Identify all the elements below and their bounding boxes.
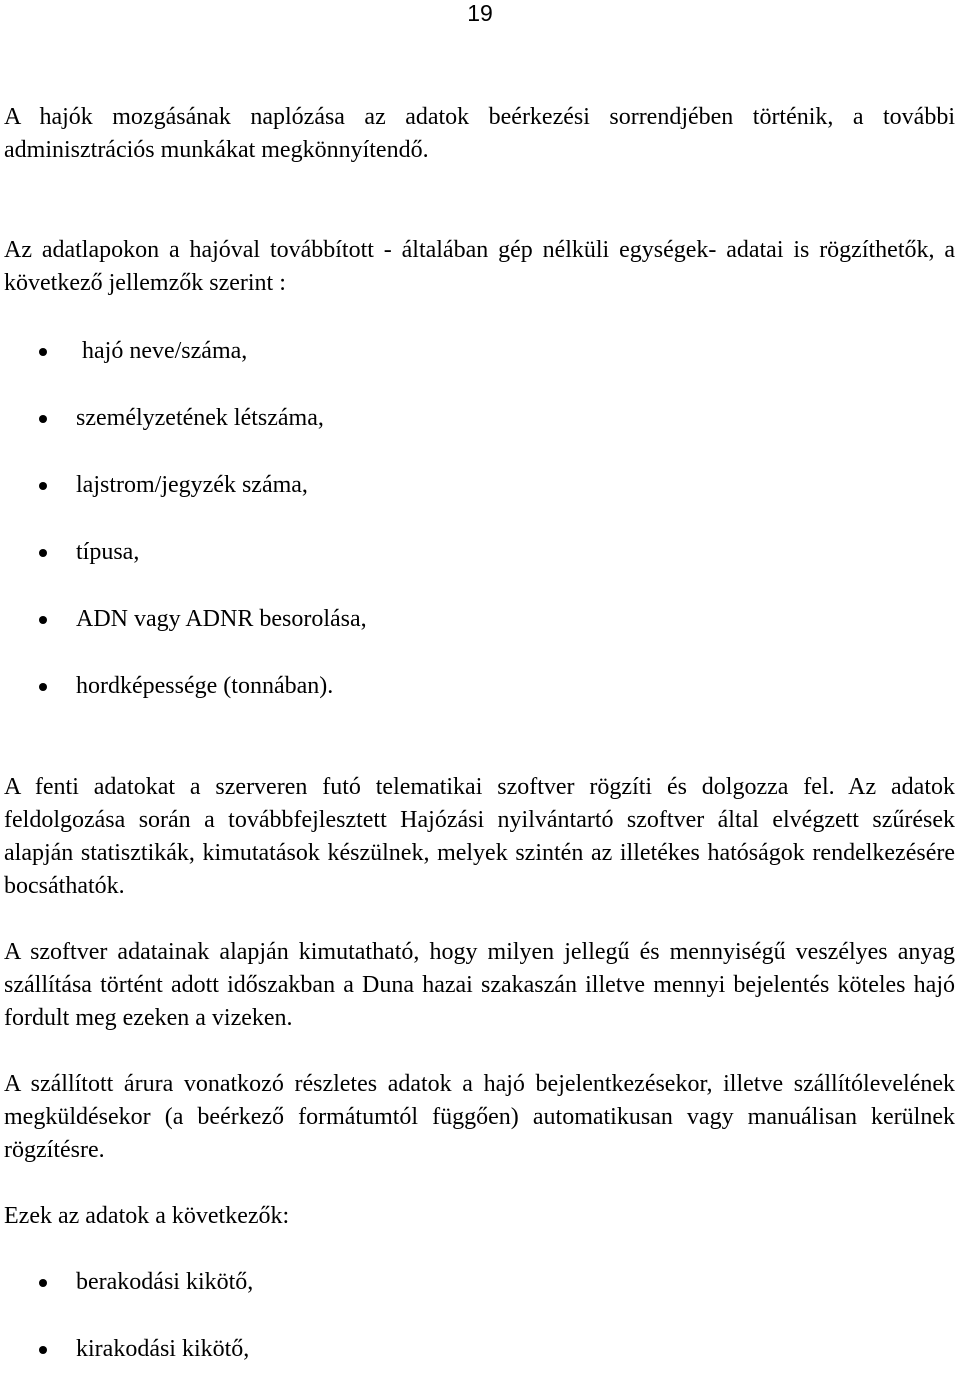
ship-attributes-list <box>0 335 367 737</box>
port-data-list <box>0 1266 253 1400</box>
paragraph-ship-movement-log: A hajók mozgásának naplózása az adatok beérkezési sorrendjében történik, a további adminisztrációs munkákat megkönnyítendő. <box>4 104 955 163</box>
paragraph-data-intro: Ezek az adatok a következők: <box>4 1203 290 1229</box>
bullet-icon <box>39 415 47 423</box>
list-item: ADN vagy ADNR besorolása, <box>0 603 367 670</box>
bullet-icon <box>39 549 47 557</box>
page-number: 19 <box>467 0 493 26</box>
bullet-icon <box>39 616 47 624</box>
list-item: típusa, <box>0 536 367 603</box>
list-item: berakodási kikötő, <box>0 1266 253 1333</box>
bullet-icon <box>39 348 47 356</box>
bullet-icon <box>39 1346 47 1354</box>
paragraph-data-sheets: Az adatlapokon a hajóval továbbított - általában gép nélküli egységek- adatai is rögzíthetők, a következő jellemzők szerint : <box>4 237 955 296</box>
paragraph-dangerous-goods: A szoftver adatainak alapján kimutatható, hogy milyen jellegű és mennyiségű veszélyes anyag szállítása történt adott időszakban a Duna hazai szakaszán illetve mennyi bejelentés köteles hajó fordult meg ezeken a vizeken. <box>4 939 955 1031</box>
list-item: lajstrom/jegyzék száma, <box>0 469 367 536</box>
bullet-icon <box>39 482 47 490</box>
bullet-icon <box>39 683 47 691</box>
paragraph-telematics-software: A fenti adatokat a szerveren futó telematikai szoftver rögzíti és dolgozza fel. Az adatok feldolgozása során a továbbfejlesztett Hajózási nyilvántartó szoftver által elvégzett szűrések alapján statisztikák, kimutatások készülnek, melyek szintén az illetékes hatóságok rendelkezésére bocsáthatók. <box>4 774 955 899</box>
bullet-icon <box>39 1279 47 1287</box>
list-item: kirakodási kikötő, <box>0 1333 253 1400</box>
list-item: személyzetének létszáma, <box>0 402 367 469</box>
list-item: hordképessége (tonnában). <box>0 670 367 737</box>
list-item: hajó neve/száma, <box>0 335 367 402</box>
paragraph-cargo-details: A szállított árura vonatkozó részletes adatok a hajó bejelentkezésekor, illetve szállítólevelének megküldésekor (a beérkező formátumtól függően) automatikusan vagy manuálisan kerülnek rögzítésre. <box>4 1071 955 1163</box>
